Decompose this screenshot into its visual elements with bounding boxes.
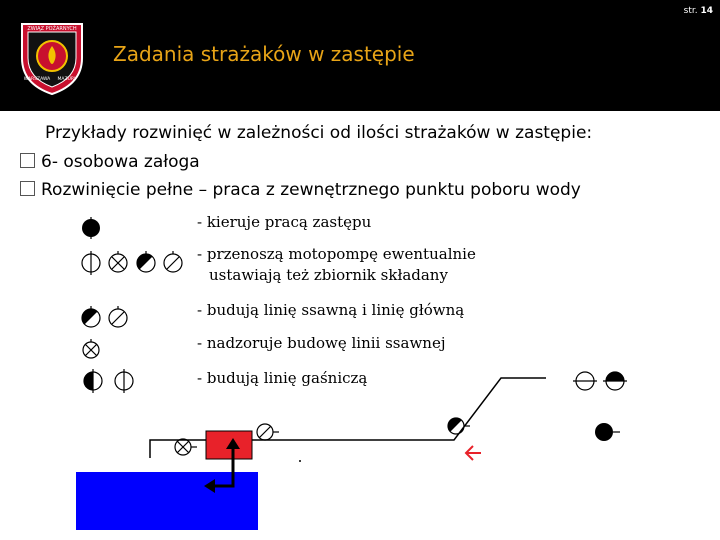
bullet-text: 6- osobowa załoga xyxy=(41,152,200,172)
slide-title: Zadania strażaków w zastępie xyxy=(113,42,415,66)
legend-text-3: ustawiają też zbiornik składany xyxy=(209,266,448,284)
bullet-box-icon xyxy=(20,181,35,196)
firefighter-nozzle-1 xyxy=(573,372,597,390)
svg-text:ZWIĄZ POŻARNYCH: ZWIĄZ POŻARNYCH xyxy=(27,26,77,32)
firefighter-nozzle-2 xyxy=(603,372,627,390)
bullet-box-icon xyxy=(20,153,35,168)
page-label: str. xyxy=(683,6,698,16)
page-number xyxy=(684,6,713,16)
firefighter-symbol-3 xyxy=(137,251,155,272)
subheading: Przykłady rozwinięć w zależności od ilości strażaków w zastępie: xyxy=(45,123,593,143)
firefighter-main-line xyxy=(448,418,470,434)
firefighter-symbol-2 xyxy=(109,251,127,272)
firefighter-symbol-7 xyxy=(83,339,99,358)
fire-brigade-logo xyxy=(17,18,87,96)
firefighter-symbol-5 xyxy=(82,306,100,327)
water-source xyxy=(76,472,258,530)
firefighter-symbol-6 xyxy=(109,306,127,327)
bullet-text: Rozwinięcie pełne – praca z zewnętrznego punktu poboru wody xyxy=(41,180,581,200)
marker-dot xyxy=(299,460,301,462)
legend-text-1: - kieruje pracą zastępu xyxy=(197,213,372,231)
deployment-diagram xyxy=(76,206,638,530)
svg-text:MAZURY: MAZURY xyxy=(57,77,77,82)
firefighter-at-water xyxy=(175,439,197,455)
firefighter-symbol-4 xyxy=(164,251,182,272)
svg-text:WARSZAWA: WARSZAWA xyxy=(23,77,51,82)
hose-line xyxy=(252,378,546,440)
legend-text-5: - nadzoruje budowę linii ssawnej xyxy=(197,334,446,352)
red-arrow-icon xyxy=(466,446,481,460)
firefighter-symbol-1 xyxy=(82,251,100,275)
header-bar xyxy=(0,0,720,111)
legend-text-6: - budują linię gaśniczą xyxy=(197,369,368,387)
legend-text-2: - przenoszą motopompę ewentualnie xyxy=(197,245,476,263)
page-number-value: 14 xyxy=(700,6,713,16)
firefighter-symbol-9 xyxy=(115,369,133,393)
commander-on-site xyxy=(595,423,620,441)
bullet-item xyxy=(20,152,200,172)
legend-text-4: - budują linię ssawną i linię główną xyxy=(197,301,465,319)
firefighter-symbol-8 xyxy=(84,369,102,393)
commander-symbol xyxy=(82,217,100,239)
bullet-item xyxy=(20,180,581,200)
firefighter-at-pump xyxy=(257,424,279,440)
diagram-canvas xyxy=(76,206,638,530)
